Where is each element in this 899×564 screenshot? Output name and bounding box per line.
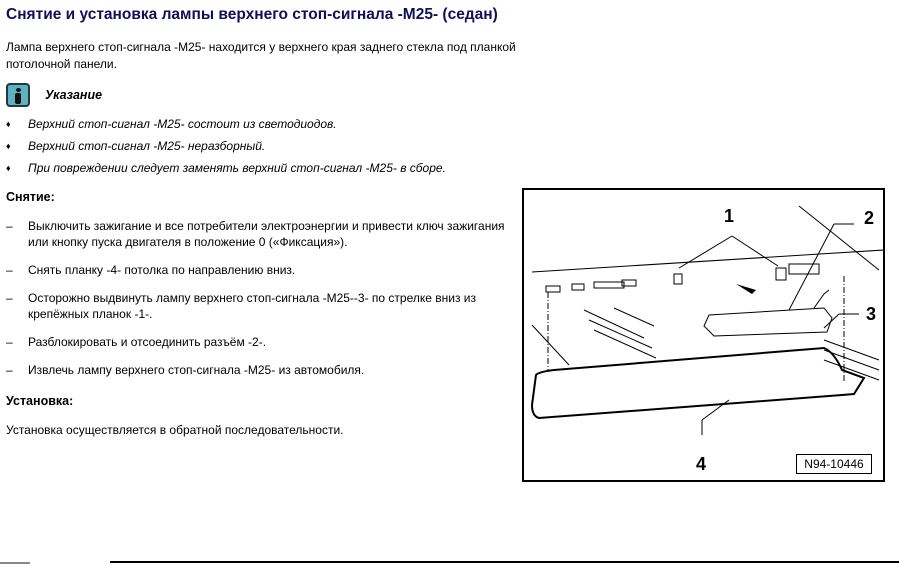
note-item: ♦ Верхний стоп-сигнал -M25- состоит из светодиодов. <box>6 116 446 138</box>
footer-rule <box>110 561 899 563</box>
installation-heading: Установка: <box>6 394 74 408</box>
note-list <box>6 116 446 182</box>
installation-text: Установка осуществляется в обратной последовательности. <box>6 423 344 437</box>
note-item: ♦ Верхний стоп-сигнал -M25- неразборный. <box>6 138 446 160</box>
callout-2: 2 <box>864 208 875 228</box>
removal-steps <box>6 218 521 390</box>
diamond-bullet-icon: ♦ <box>6 119 11 129</box>
figure-id: N94-10446 <box>796 454 872 474</box>
step-item: – Выключить зажигание и все потребители электроэнергии и привести ключ зажигания или кнопку пуска двигателя в положение 0 («Фиксация»). <box>6 219 505 249</box>
callout-3: 3 <box>866 304 877 324</box>
note-label: Указание <box>45 88 103 102</box>
step-item: – Снять планку -4- потолка по направлению вниз. <box>6 263 296 277</box>
note-header <box>6 83 102 107</box>
callout-1: 1 <box>724 206 735 226</box>
intro-paragraph: Лампа верхнего стоп-сигнала -M25- находится у верхнего края заднего стекла под планкой потолочной панели. <box>6 40 516 71</box>
info-icon <box>6 83 30 107</box>
brake-light-diagram <box>522 188 885 482</box>
diagram-drawing <box>524 190 883 480</box>
note-item: ♦ При повреждении следует заменять верхний стоп-сигнал -M25- в сборе. <box>6 160 446 182</box>
callout-4: 4 <box>696 454 707 474</box>
step-item: – Извлечь лампу верхнего стоп-сигнала -M25- из автомобиля. <box>6 363 365 377</box>
removal-heading: Снятие: <box>6 190 55 204</box>
diamond-bullet-icon: ♦ <box>6 163 11 173</box>
step-item: – Разблокировать и отсоединить разъём -2-. <box>6 335 267 349</box>
page-title: Снятие и установка лампы верхнего стоп-сигнала -M25- (седан) <box>6 6 498 23</box>
step-item: – Осторожно выдвинуть лампу верхнего стоп-сигнала -M25--3- по стрелке вниз из крепёжных планок -1-. <box>6 291 477 321</box>
diamond-bullet-icon: ♦ <box>6 141 11 151</box>
